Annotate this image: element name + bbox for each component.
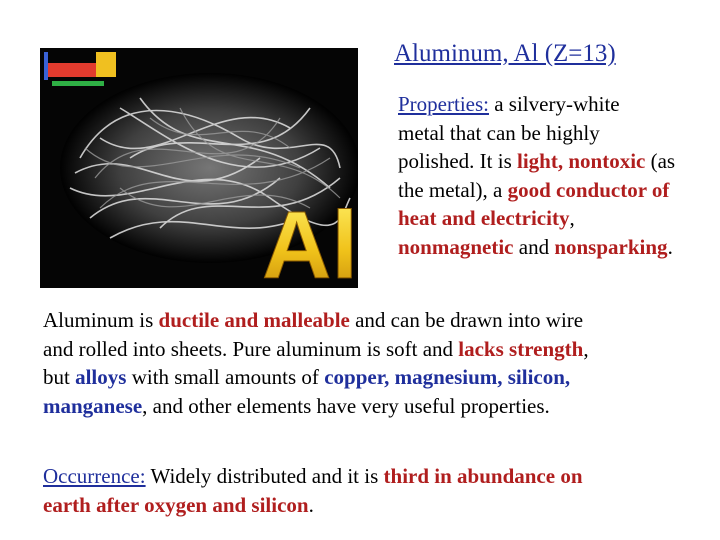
body-text: but: [43, 365, 76, 389]
properties-paragraph: [398, 90, 720, 261]
aluminum-photo-graphic: [40, 48, 358, 288]
occurrence-label: Occurrence:: [43, 464, 146, 488]
highlight-text: alloys: [75, 365, 127, 389]
properties-text: the metal), a: [398, 177, 508, 202]
ductility-paragraph: [43, 306, 703, 420]
highlight-text: lacks strength: [458, 336, 584, 361]
occurrence-paragraph: [43, 462, 703, 519]
body-text: Widely distributed and it is: [145, 464, 384, 488]
properties-text: and: [513, 234, 555, 259]
highlight-text: nonmagnetic: [398, 234, 514, 259]
properties-text: metal that can be highly: [398, 120, 600, 145]
highlight-text: ductile and malleable: [158, 308, 350, 332]
body-text: and can be drawn into wire: [349, 308, 584, 332]
highlight-text: manganese: [43, 393, 143, 418]
properties-text: .: [667, 234, 673, 259]
properties-text: ,: [569, 206, 575, 230]
highlight-text: heat and electricity: [398, 206, 570, 230]
page-title: Aluminum, Al (Z=13): [394, 40, 616, 67]
highlight-text: copper, magnesium, silicon,: [324, 365, 571, 389]
properties-text: (as: [645, 149, 676, 173]
highlight-text: light, nontoxic: [517, 149, 646, 173]
body-text: Aluminum is: [43, 308, 159, 332]
body-text: with small amounts of: [126, 365, 325, 389]
highlight-text: earth after oxygen and silicon: [43, 492, 309, 517]
properties-text: polished. It is: [398, 149, 517, 173]
highlight-text: nonsparking: [554, 234, 668, 259]
properties-text: a silvery-white: [488, 92, 620, 116]
highlight-text: third in abundance on: [383, 464, 583, 488]
properties-label: Properties:: [398, 92, 489, 116]
body-text: , and other elements have very useful properties.: [142, 393, 550, 418]
element-symbol: Al: [262, 192, 358, 288]
body-text: .: [308, 492, 314, 517]
body-text: ,: [583, 336, 589, 361]
highlight-text: good conductor of: [507, 177, 670, 202]
body-text: and rolled into sheets. Pure aluminum is soft and: [43, 336, 459, 361]
aluminum-photo: [40, 48, 358, 288]
